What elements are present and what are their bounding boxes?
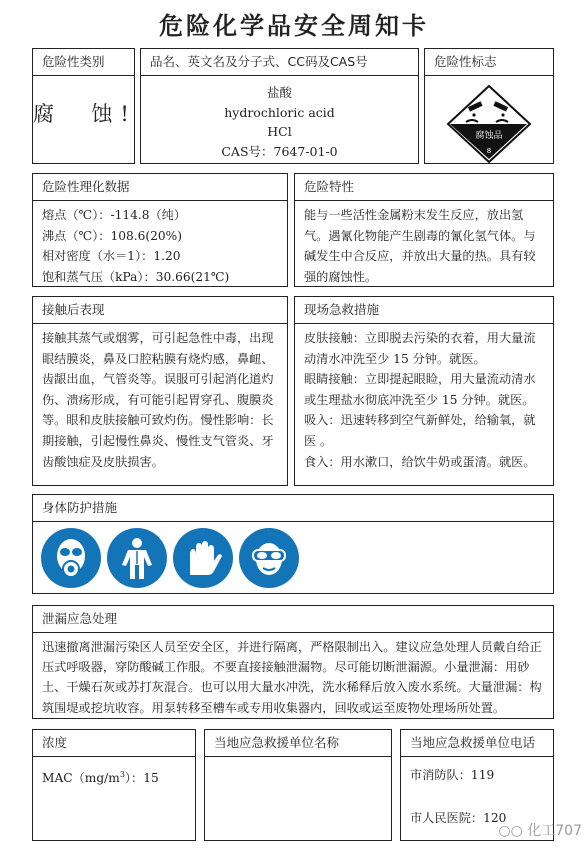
hazard-category-header: 危险性类别 (33, 49, 134, 76)
gloves-icon (173, 528, 233, 588)
symptoms-header: 接触后表现 (33, 297, 287, 324)
hazard-sign-text: 腐蚀品 (475, 131, 503, 141)
rescue-unit-header: 当地应急救援单位名称 (205, 730, 391, 757)
watermark: ○○ 化工707 (498, 823, 582, 839)
hazard-category-value: 腐 蚀! (33, 102, 137, 126)
cas-number: CAS号：7647-01-0 (221, 143, 338, 159)
card-title: 危险化学品安全周知卡 (159, 12, 429, 40)
spill-header: 泄漏应急处理 (33, 606, 553, 633)
hazard-category-box (32, 48, 135, 164)
boiling-point: 沸点（℃）：108.6(20%) (42, 228, 182, 243)
hazard-props-text: 能与一些活性金属粉末发生反应，放出氢气。遇氰化物能产生剧毒的氰化氢气体。与碱发生中合反应，并放出大量的热。具有较强的腐蚀性。 (304, 208, 536, 284)
safety-goggles-icon (239, 528, 299, 588)
first-aid-eyes: 眼睛接触：立即提起眼睑，用大量流动清水或生理盐水彻底冲洗至少 15 分钟。就医。 (304, 372, 536, 407)
first-aid-skin: 皮肤接触：立即脱去污染的衣着，用大量流动清水冲洗至少 15 分钟。就医。 (304, 331, 536, 366)
spill-box (32, 605, 554, 719)
vapor-pressure: 饱和蒸气压（kPa）：30.66(21℃) (42, 269, 230, 284)
hazard-class-number: 8 (486, 147, 492, 155)
hospital-phone: 市人民医院：120 (410, 810, 507, 825)
fire-phone: 市消防队：119 (410, 768, 495, 782)
identity-header: 品名、英文名及分子式、CC码及CAS号 (141, 49, 418, 76)
identity-box (140, 48, 419, 164)
concentration-box (32, 729, 196, 841)
physchem-box (32, 173, 288, 287)
protection-box (32, 494, 554, 594)
first-aid-header: 现场急救措施 (295, 297, 553, 324)
hazard-sign-header: 危险性标志 (425, 49, 553, 76)
mac-value: $MAC(mg/m^3)$：15 (42, 770, 159, 786)
hazard-sign-box (424, 48, 554, 164)
hazard-props-box (294, 173, 554, 287)
gas-mask-icon (41, 528, 101, 588)
first-aid-ingestion: 食入：用水漱口，给饮牛奶或蛋清。就医。 (304, 454, 536, 469)
symptoms-text: 接触其蒸气或烟雾，可引起急性中毒，出现眼结膜炎，鼻及口腔粘膜有烧灼感，鼻衄、齿龈出血，气管炎等。误服可引起消化道灼伤、溃疡形成，有可能引起胃穿孔、腹膜炎等。眼和皮肤接触可致灼伤。慢性影响：长期接触，引起慢性鼻炎、慢性支气管炎、牙齿酸蚀症及皮肤损害。 (42, 331, 274, 469)
chem-name-en: hydrochloric acid (224, 104, 335, 120)
relative-density: 相对密度（水＝1）：1.20 (42, 249, 181, 264)
wechat-icon: ○○ (498, 823, 523, 839)
first-aid-inhalation: 吸入：迅速转移到空气新鲜处，给输氧，就医 。 (304, 413, 536, 448)
spill-text: 迅速撤离泄漏污染区人员至安全区，并进行隔离，严格限制出入。建议应急处理人员戴自给正压式呼吸器，穿防酸碱工作服。不要直接接触泄漏物。尽可能切断泄漏源。小量泄漏：用砂土、干燥石灰或苏打灰混合。也可以用大量水冲洗，洗水稀释后放入废水系统。大量泄漏：构筑围堤或挖坑收容。用泵转移至槽车或专用收集器内，回收或运至废物处理场所处置。 (42, 640, 542, 715)
rescue-unit-box (204, 729, 392, 841)
corrosive-hazard-icon (446, 84, 532, 164)
protection-header: 身体防护措施 (33, 495, 553, 522)
rescue-phone-header: 当地应急救援单位电话 (401, 730, 553, 757)
hazard-props-header: 危险特性 (295, 174, 553, 201)
concentration-header: 浓度 (33, 730, 195, 757)
physchem-header: 危险性理化数据 (33, 174, 287, 201)
melting-point: 熔点（℃）：-114.8（纯） (42, 208, 187, 222)
protective-suit-icon (107, 528, 167, 588)
chem-formula: HCl (267, 124, 292, 139)
chem-name-cn: 盐酸 (266, 85, 292, 100)
first-aid-box (294, 296, 554, 486)
symptoms-box (32, 296, 288, 486)
